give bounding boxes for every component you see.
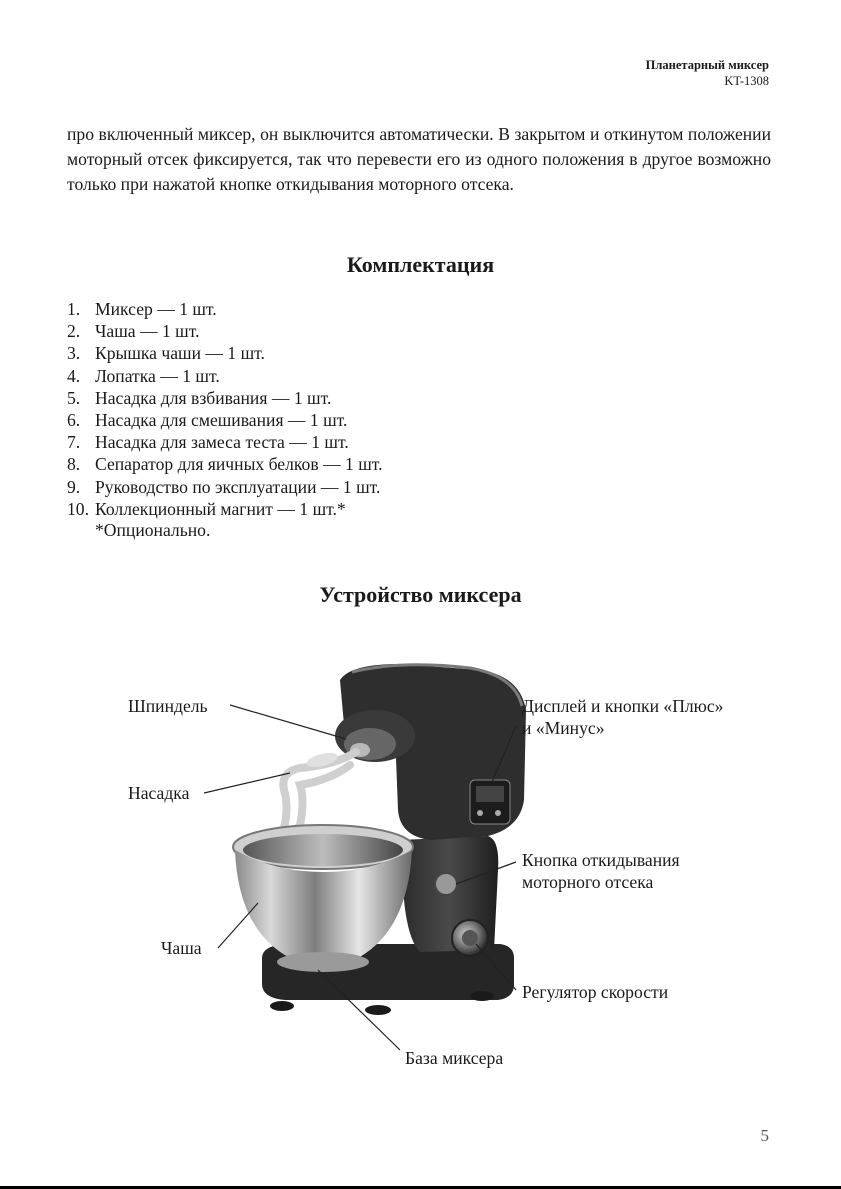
- list-item: 6. Насадка для смешивания — 1 шт.: [67, 410, 348, 431]
- header-model: KT-1308: [724, 74, 769, 88]
- mixer-diagram: [0, 640, 841, 1100]
- page-header: [646, 57, 769, 89]
- list-item: 3. Крышка чаши — 1 шт.: [67, 343, 265, 364]
- list-item: 7. Насадка для замеса теста — 1 шт.: [67, 432, 349, 453]
- section-title-device: Устройство миксера: [319, 582, 522, 607]
- label-base: База миксера: [405, 1048, 504, 1068]
- label-display-line2: и «Минус»: [522, 718, 605, 738]
- contents-list: [67, 298, 383, 520]
- optional-note: *Опционально.: [95, 520, 211, 540]
- list-item: 1. Миксер — 1 шт.: [67, 299, 217, 319]
- list-item: 10. Коллекционный магнит — 1 шт.*: [67, 498, 346, 519]
- tilt-button: [435, 873, 457, 895]
- label-spindle: Шпиндель: [128, 696, 208, 716]
- intro-paragraph: [67, 122, 771, 197]
- label-tilt-line2: моторного отсека: [522, 872, 654, 892]
- list-item: 4. Лопатка — 1 шт.: [67, 365, 220, 386]
- page-number: 5: [760, 1126, 769, 1145]
- section-title-contents: Комплектация: [346, 252, 495, 277]
- list-item: 8. Сепаратор для яичных белков — 1 шт.: [67, 454, 383, 475]
- label-attachment: Насадка: [128, 783, 190, 803]
- intro-text: про включенный миксер, он выключится автоматически. В закрытом и откинутом положении моторный отсек фиксируется, так что перевести его из одного положения в другое возможно только при нажатой кнопке откидывания моторного отсека.: [67, 124, 771, 194]
- list-item: 2. Чаша — 1 шт.: [67, 321, 200, 342]
- label-bowl: Чаша: [161, 938, 202, 958]
- list-item: 5. Насадка для взбивания — 1 шт.: [67, 387, 332, 408]
- label-display-line1: Дисплей и кнопки «Плюс»: [522, 696, 724, 716]
- label-tilt-line1: Кнопка откидывания: [522, 850, 680, 870]
- label-speed-control: Регулятор скорости: [522, 982, 669, 1002]
- header-product-name: Планетарный миксер: [645, 58, 769, 72]
- list-item: 9. Руководство по эксплуатации — 1 шт.: [67, 476, 381, 497]
